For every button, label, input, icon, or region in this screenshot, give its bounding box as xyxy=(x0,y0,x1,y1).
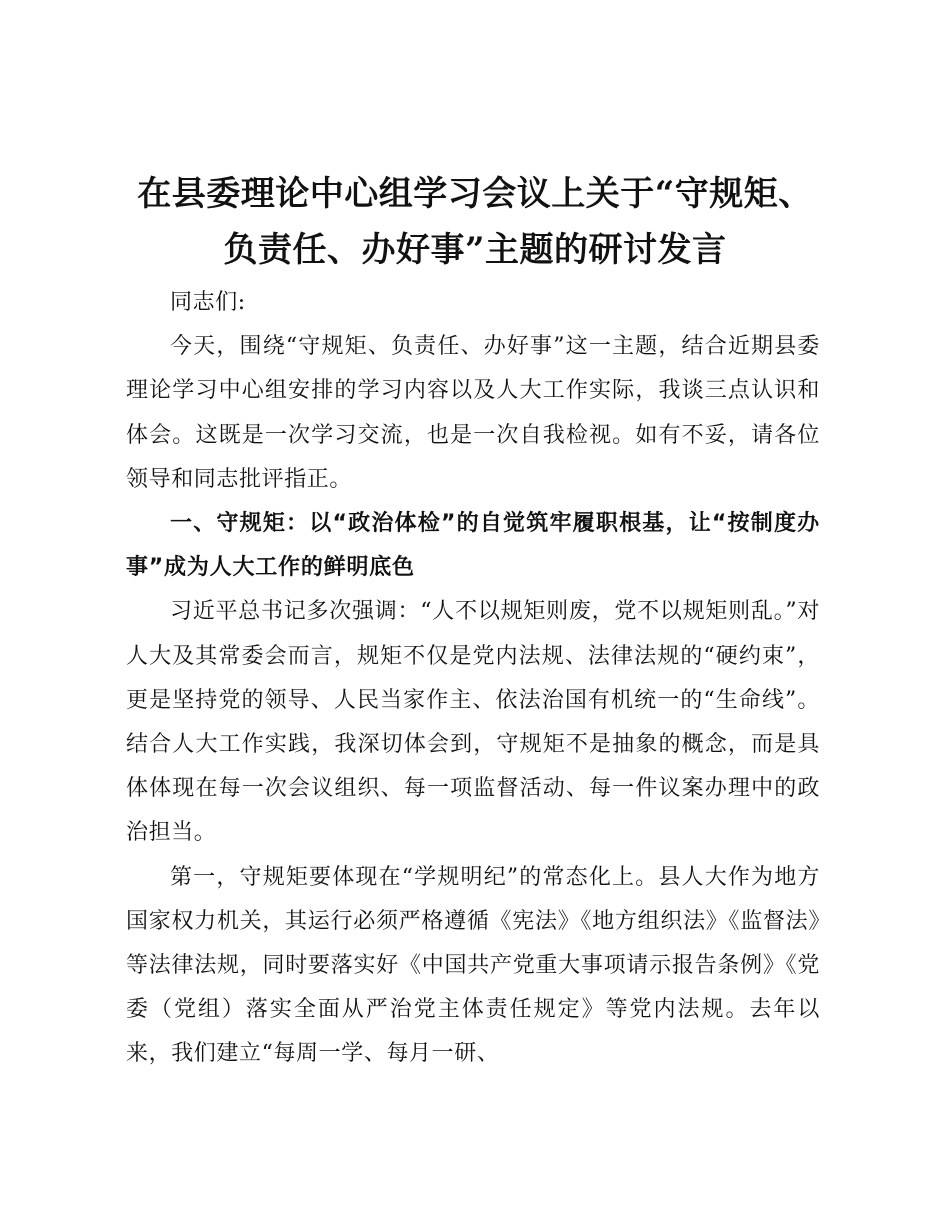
title-line-1: 在县委理论中心组学习会议上关于“守规矩、 xyxy=(137,174,813,214)
intro-paragraph: 今天，围绕“守规矩、负责任、办好事”这一主题，结合近期县委理论学习中心组安排的学习内容以及人大工作实际，我谈三点认识和体会。这既是一次学习交流，也是一次自我检视。如有不妥，请各位领导和同志批评指正。 xyxy=(126,334,820,492)
document-body xyxy=(126,281,820,1077)
body-paragraph: 习近平总书记多次强调：“人不以规矩则废，党不以规矩则乱。”对人大及其常委会而言，规矩不仅是党内法规、法律法规的“硬约束”，更是坚持党的领导、人民当家作主、依法治国有机统一的“生命线”。结合人大工作实践，我深切体会到，守规矩不是抽象的概念，而是具体体现在每一次会议组织、每一项监督活动、每一件议案办理中的政治担当。 xyxy=(126,599,820,846)
section-heading: 一、守规矩：以“政治体检”的自觉筑牢履职根基，让“按制度办事”成为人大工作的鲜明底色 xyxy=(126,511,820,581)
body-paragraph: 第一，守规矩要体现在“学规明纪”的常态化上。县人大作为地方国家权力机关，其运行必须严格遵循《宪法》《地方组织法》《监督法》等法律法规，同时要落实好《中国共产党重大事项请示报告条例》《党委（党组）落实全面从严治党主体责任规定》等党内法规。去年以来，我们建立“每周一学、每月一研、 xyxy=(126,864,820,1067)
title-line-2: 负责任、办好事”主题的研讨发言 xyxy=(223,230,727,270)
document-title xyxy=(100,166,850,278)
greeting: 同志们: xyxy=(170,290,246,315)
